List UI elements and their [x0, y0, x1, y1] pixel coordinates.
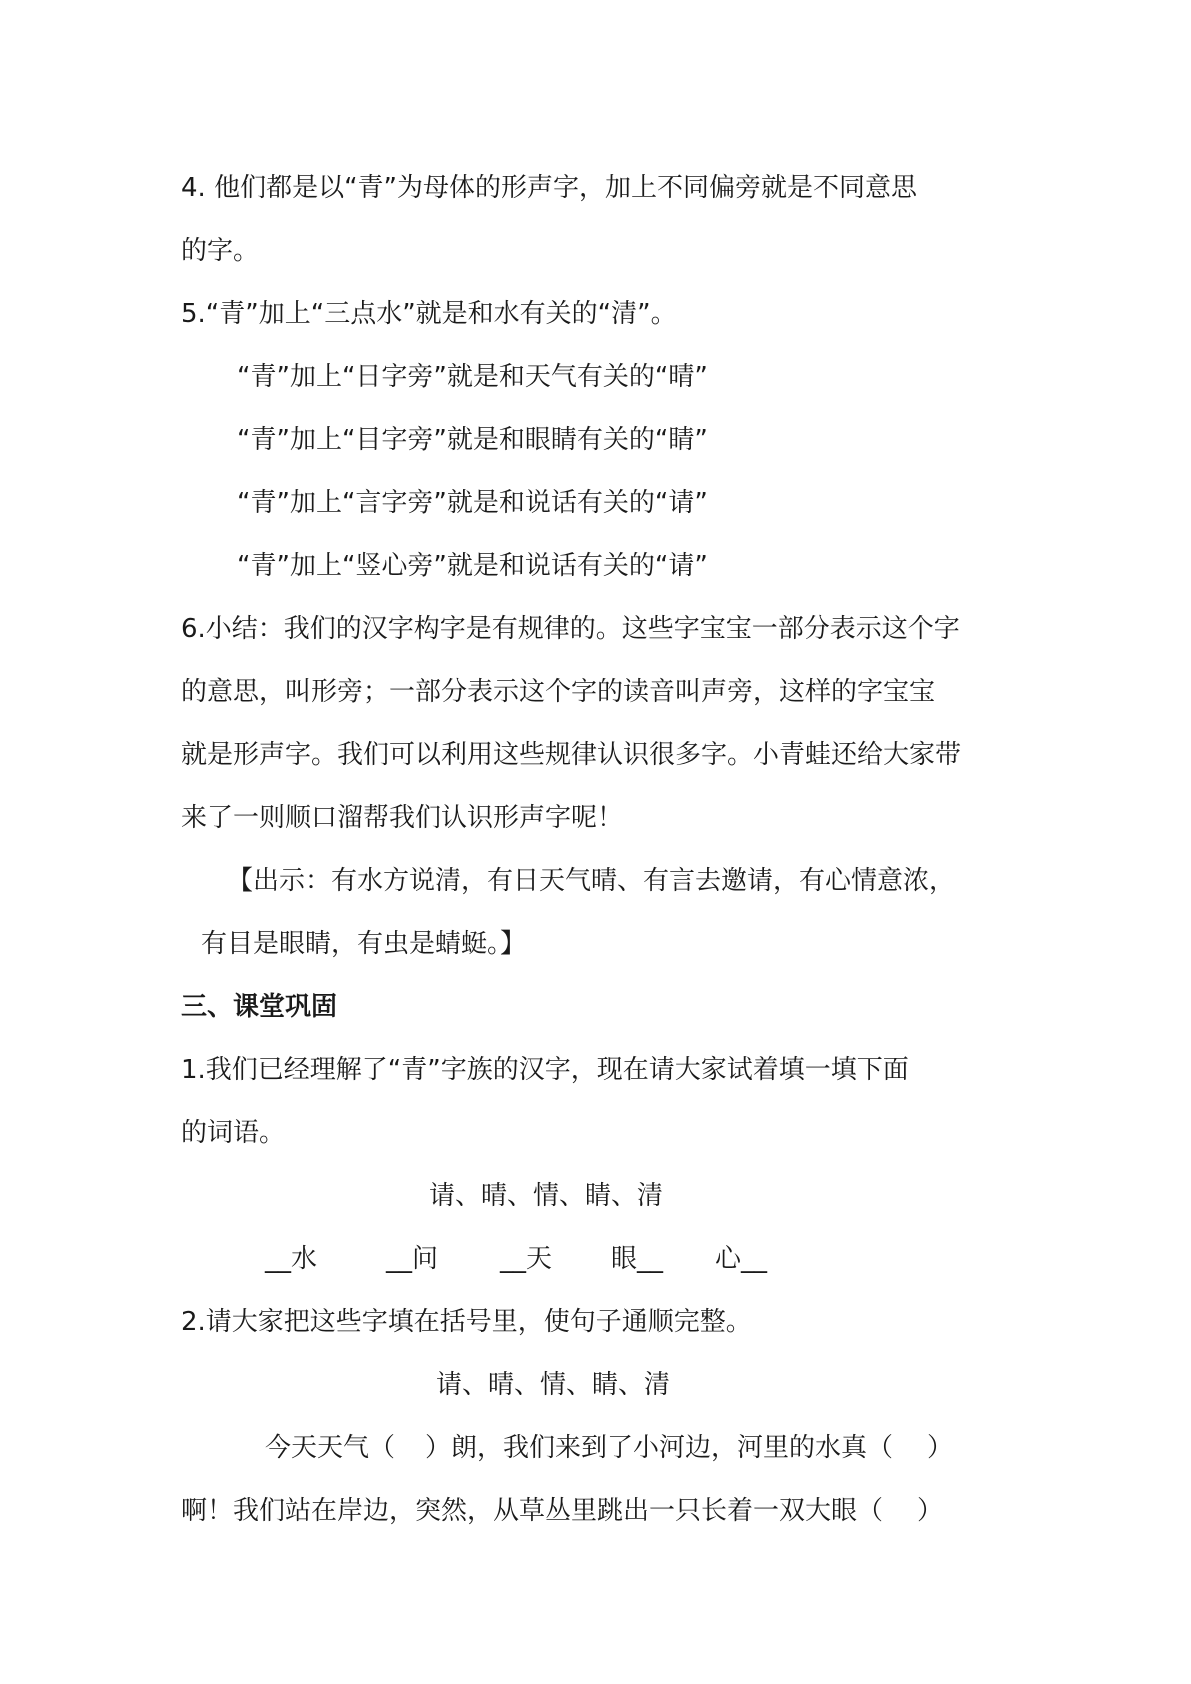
para-5-line-1: 5.“青”加上“三点水”就是和水有关的“清”。 — [181, 299, 677, 329]
blank-3: __天 — [500, 1244, 553, 1274]
fill-text-1b: ）朗，我们来到了小河边，河里的水真（ — [425, 1433, 894, 1463]
para-6-line-4: 来了一则顺口溜帮我们认识形声字呢！ — [181, 803, 624, 833]
exercise-2-line-1: 2.请大家把这些字填在括号里，使句子通顺完整。 — [181, 1307, 752, 1337]
rhyme-line-1: 【出示：有水方说清，有日天气晴、有言去邀请，有心情意浓， — [227, 866, 956, 896]
para-6-line-1: 6.小结：我们的汉字构字是有规律的。这些字宝宝一部分表示这个字 — [181, 614, 960, 644]
fill-text-2b: ） — [917, 1496, 944, 1526]
fill-text-1a: 今天天气（ — [265, 1433, 396, 1463]
exercise-1-line-2: 的词语。 — [181, 1118, 286, 1148]
exercise-1-line-1: 1.我们已经理解了“青”字族的汉字，现在请大家试着填一填下面 — [181, 1055, 909, 1085]
blank-2: __问 — [386, 1244, 439, 1274]
rhyme-line-2: 有目是眼睛，有虫是蜻蜓。】 — [201, 929, 527, 959]
character-options-1: 请、晴、情、睛、清 — [429, 1181, 664, 1211]
para-4-line-1: 4. 他们都是以“青”为母体的形声字，加上不同偏旁就是不同意思 — [181, 173, 918, 203]
section-heading: 三、课堂巩固 — [181, 992, 338, 1022]
para-6-line-3: 就是形声字。我们可以利用这些规律认识很多字。小青蛙还给大家带 — [181, 740, 962, 770]
para-5-line-4: “青”加上“言字旁”就是和说话有关的“请” — [237, 488, 708, 518]
fill-text-2a: 啊！我们站在岸边，突然，从草丛里跳出一只长着一双大眼（ — [181, 1496, 884, 1526]
fill-text-1c: ） — [927, 1433, 954, 1463]
para-5-line-5: “青”加上“竖心旁”就是和说话有关的“请” — [237, 551, 708, 581]
blank-5: 心__ — [715, 1244, 768, 1274]
para-5-line-2: “青”加上“日字旁”就是和天气有关的“晴” — [237, 362, 708, 392]
para-5-line-3: “青”加上“目字旁”就是和眼睛有关的“睛” — [237, 425, 708, 455]
para-6-line-2: 的意思，叫形旁；一部分表示这个字的读音叫声旁，这样的字宝宝 — [181, 677, 936, 707]
character-options-2: 请、晴、情、睛、清 — [436, 1370, 671, 1400]
para-4-line-2: 的字。 — [181, 236, 260, 266]
fill-sentence-line-1 — [265, 1428, 953, 1468]
fill-sentence-line-2 — [181, 1491, 943, 1531]
blank-4: 眼__ — [611, 1244, 664, 1274]
blank-1: __水 — [265, 1244, 318, 1274]
